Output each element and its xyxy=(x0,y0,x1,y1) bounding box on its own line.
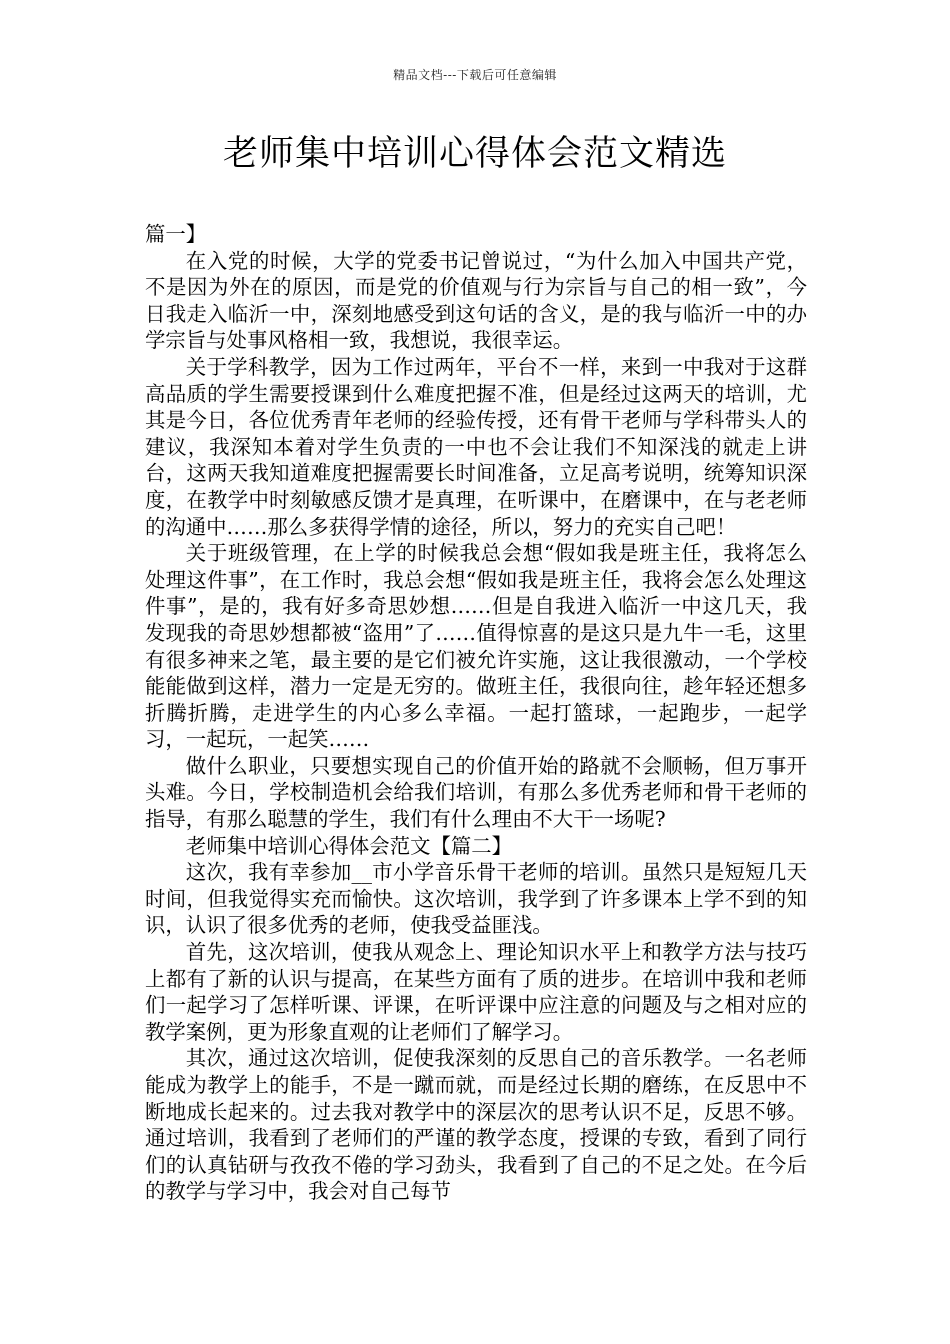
paragraph: 其次，通过这次培训，促使我深刻的反思自己的音乐教学。一名老师能成为教学上的能手，不是一蹴而就，而是经过长期的磨练，在反思中不断地成长起来的。过去我对教学中的深层次的思考认识不足，反思不够。通过培训，我看到了老师们的严谨的教学态度，授课的专致，看到了同行们的认真钻研与孜孜不倦的学习劲头，我看到了自己的不足之处。在今后的教学与学习中，我会对自己每节 xyxy=(145,1046,807,1204)
paragraph: 做什么职业，只要想实现自己的价值开始的路就不会顺畅，但万事开头难。今日，学校制造机会给我们培训，有那么多优秀老师和骨干老师的指导，有那么聪慧的学生，我们有什么理由不大干一场呢? xyxy=(145,753,807,832)
paragraph: 首先，这次培训，使我从观念上、理论知识水平上和教学方法与技巧上都有了新的认识与提高，在某些方面有了质的进步。在培训中我和老师们一起学习了怎样听课、评课，在听评课中应注意的问题及与之相对应的教学案例，更为形象直观的让老师们了解学习。 xyxy=(145,940,807,1044)
paragraph: 关于学科教学，因为工作过两年，平台不一样，来到一中我对于这群高品质的学生需要授课到什么难度把握不准，但是经过这两天的培训，尤其是今日，各位优秀青年老师的经验传授，还有骨干老师与学科带头人的建议，我深知本着对学生负责的一中也不会让我们不知深浅的就走上讲台，这两天我知道难度把握需要长时间准备，立足高考说明，统筹知识深度，在教学中时刻敏感反馈才是真理，在听课中，在磨课中，在与老老师的沟通中……那么多获得学情的途径，所以，努力的充实自己吧！ xyxy=(145,354,807,539)
section-1-label: 篇一】 xyxy=(145,222,207,246)
paragraph: 这次，我有幸参加__市小学音乐骨干老师的培训。虽然只是短短几天时间，但我觉得实充而愉快。这次培训，我学到了许多课本上学不到的知识，认识了很多优秀的老师，使我受益匪浅。 xyxy=(145,860,807,938)
paragraph: 在入党的时候，大学的党委书记曾说过，“为什么加入中国共产党，不是因为外在的原因，而是党的价值观与行为宗旨与自己的相一致”，今日我走入临沂一中，深刻地感受到这句话的含义，是的我与临沂一中的办学宗旨与处事风格相一致，我想说，我很幸运。 xyxy=(145,248,807,353)
page-header: 精品文档---下载后可任意编辑 xyxy=(393,68,557,82)
section-2-heading: 老师集中培训心得体会范文【篇二】 xyxy=(185,833,513,858)
document-body xyxy=(145,221,807,1205)
paragraph: 关于班级管理，在上学的时候我总会想“假如我是班主任，我将怎么处理这件事”，在工作时，我总会想“假如我是班主任，我将会怎么处理这件事”，是的，我有好多奇思妙想……但是自我进入临沂一中这几天，我发现我的奇思妙想都被“盗用”了……值得惊喜的是这只是九牛一毛，这里有很多神来之笔，最主要的是它们被允许实施，这让我很激动，一个学校能能做到这样，潜力一定是无穷的。做班主任，我很向往，趁年轻还想多折腾折腾，走进学生的内心多么幸福。一起打篮球，一起跑步，一起学习，一起玩，一起笑…… xyxy=(145,541,807,752)
document-title: 老师集中培训心得体会范文精选 xyxy=(222,134,727,174)
